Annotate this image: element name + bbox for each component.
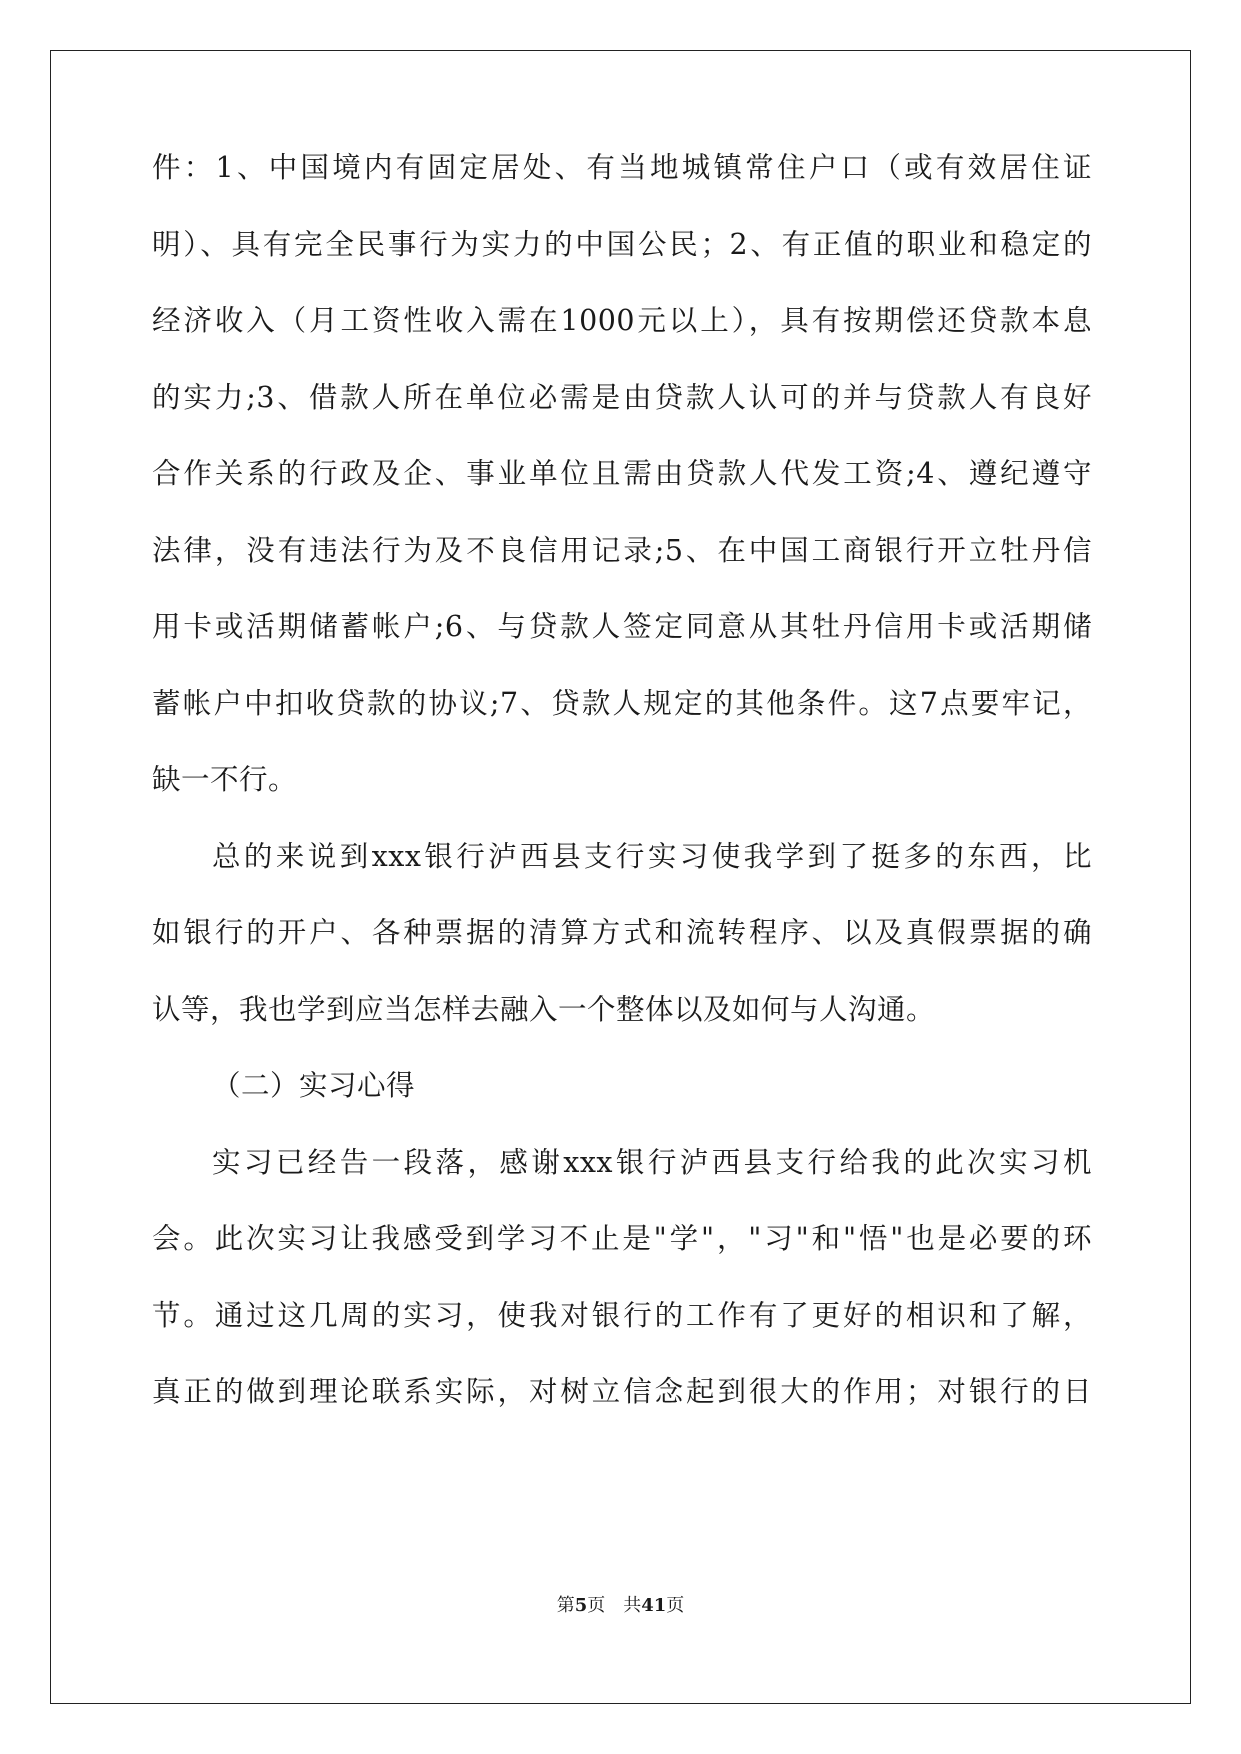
paragraph-3-line-1: 实习已经告一段落，感谢xxx银行泸西县支行给我的此次实习机: [212, 1146, 1092, 1179]
body-line-4: 的实力;3、借款人所在单位必需是由贷款人认可的并与贷款人有良好: [152, 381, 1092, 414]
paragraph-3-line-3: 节。通过这几周的实习，使我对银行的工作有了更好的相识和了解，: [152, 1299, 1092, 1332]
footer-mid: 页 共: [587, 1595, 642, 1616]
section-heading: （二）实习心得: [212, 1069, 416, 1102]
body-line-1: 件：1、中国境内有固定居处、有当地城镇常住户口（或有效居住证: [152, 151, 1092, 184]
paragraph-3-line-4: 真正的做到理论联系实际，对树立信念起到很大的作用；对银行的日: [152, 1375, 1092, 1408]
body-line-2: 明）、具有完全民事行为实力的中国公民；2、有正值的职业和稳定的: [152, 228, 1092, 261]
total-page-count: 41: [641, 1595, 667, 1616]
paragraph-2-line-3: 认等，我也学到应当怎样去融入一个整体以及如何与人沟通。: [152, 993, 936, 1026]
body-line-5: 合作关系的行政及企、事业单位且需由贷款人代发工资;4、遵纪遵守: [152, 457, 1092, 490]
page-border: [50, 50, 1191, 1704]
paragraph-3-line-2: 会。此次实习让我感受到学习不止是"学"，"习"和"悟"也是必要的环: [152, 1222, 1092, 1255]
body-line-3: 经济收入（月工资性收入需在1000元以上），具有按期偿还贷款本息: [152, 304, 1092, 337]
body-line-9: 缺一不行。: [152, 763, 298, 796]
footer-prefix: 第: [556, 1595, 575, 1616]
body-line-7: 用卡或活期储蓄帐户;6、与贷款人签定同意从其牡丹信用卡或活期储: [152, 610, 1092, 643]
page-footer: [0, 1594, 1241, 1618]
current-page-number: 5: [574, 1595, 588, 1616]
body-line-6: 法律，没有违法行为及不良信用记录;5、在中国工商银行开立牡丹信: [152, 534, 1092, 567]
paragraph-2-line-1: 总的来说到xxx银行泸西县支行实习使我学到了挺多的东西，比: [212, 840, 1092, 873]
body-line-8: 蓄帐户中扣收贷款的协议;7、贷款人规定的其他条件。这7点要牢记，: [152, 687, 1092, 720]
paragraph-2-line-2: 如银行的开户、各种票据的清算方式和流转程序、以及真假票据的确: [152, 916, 1092, 949]
footer-suffix: 页: [666, 1595, 685, 1616]
